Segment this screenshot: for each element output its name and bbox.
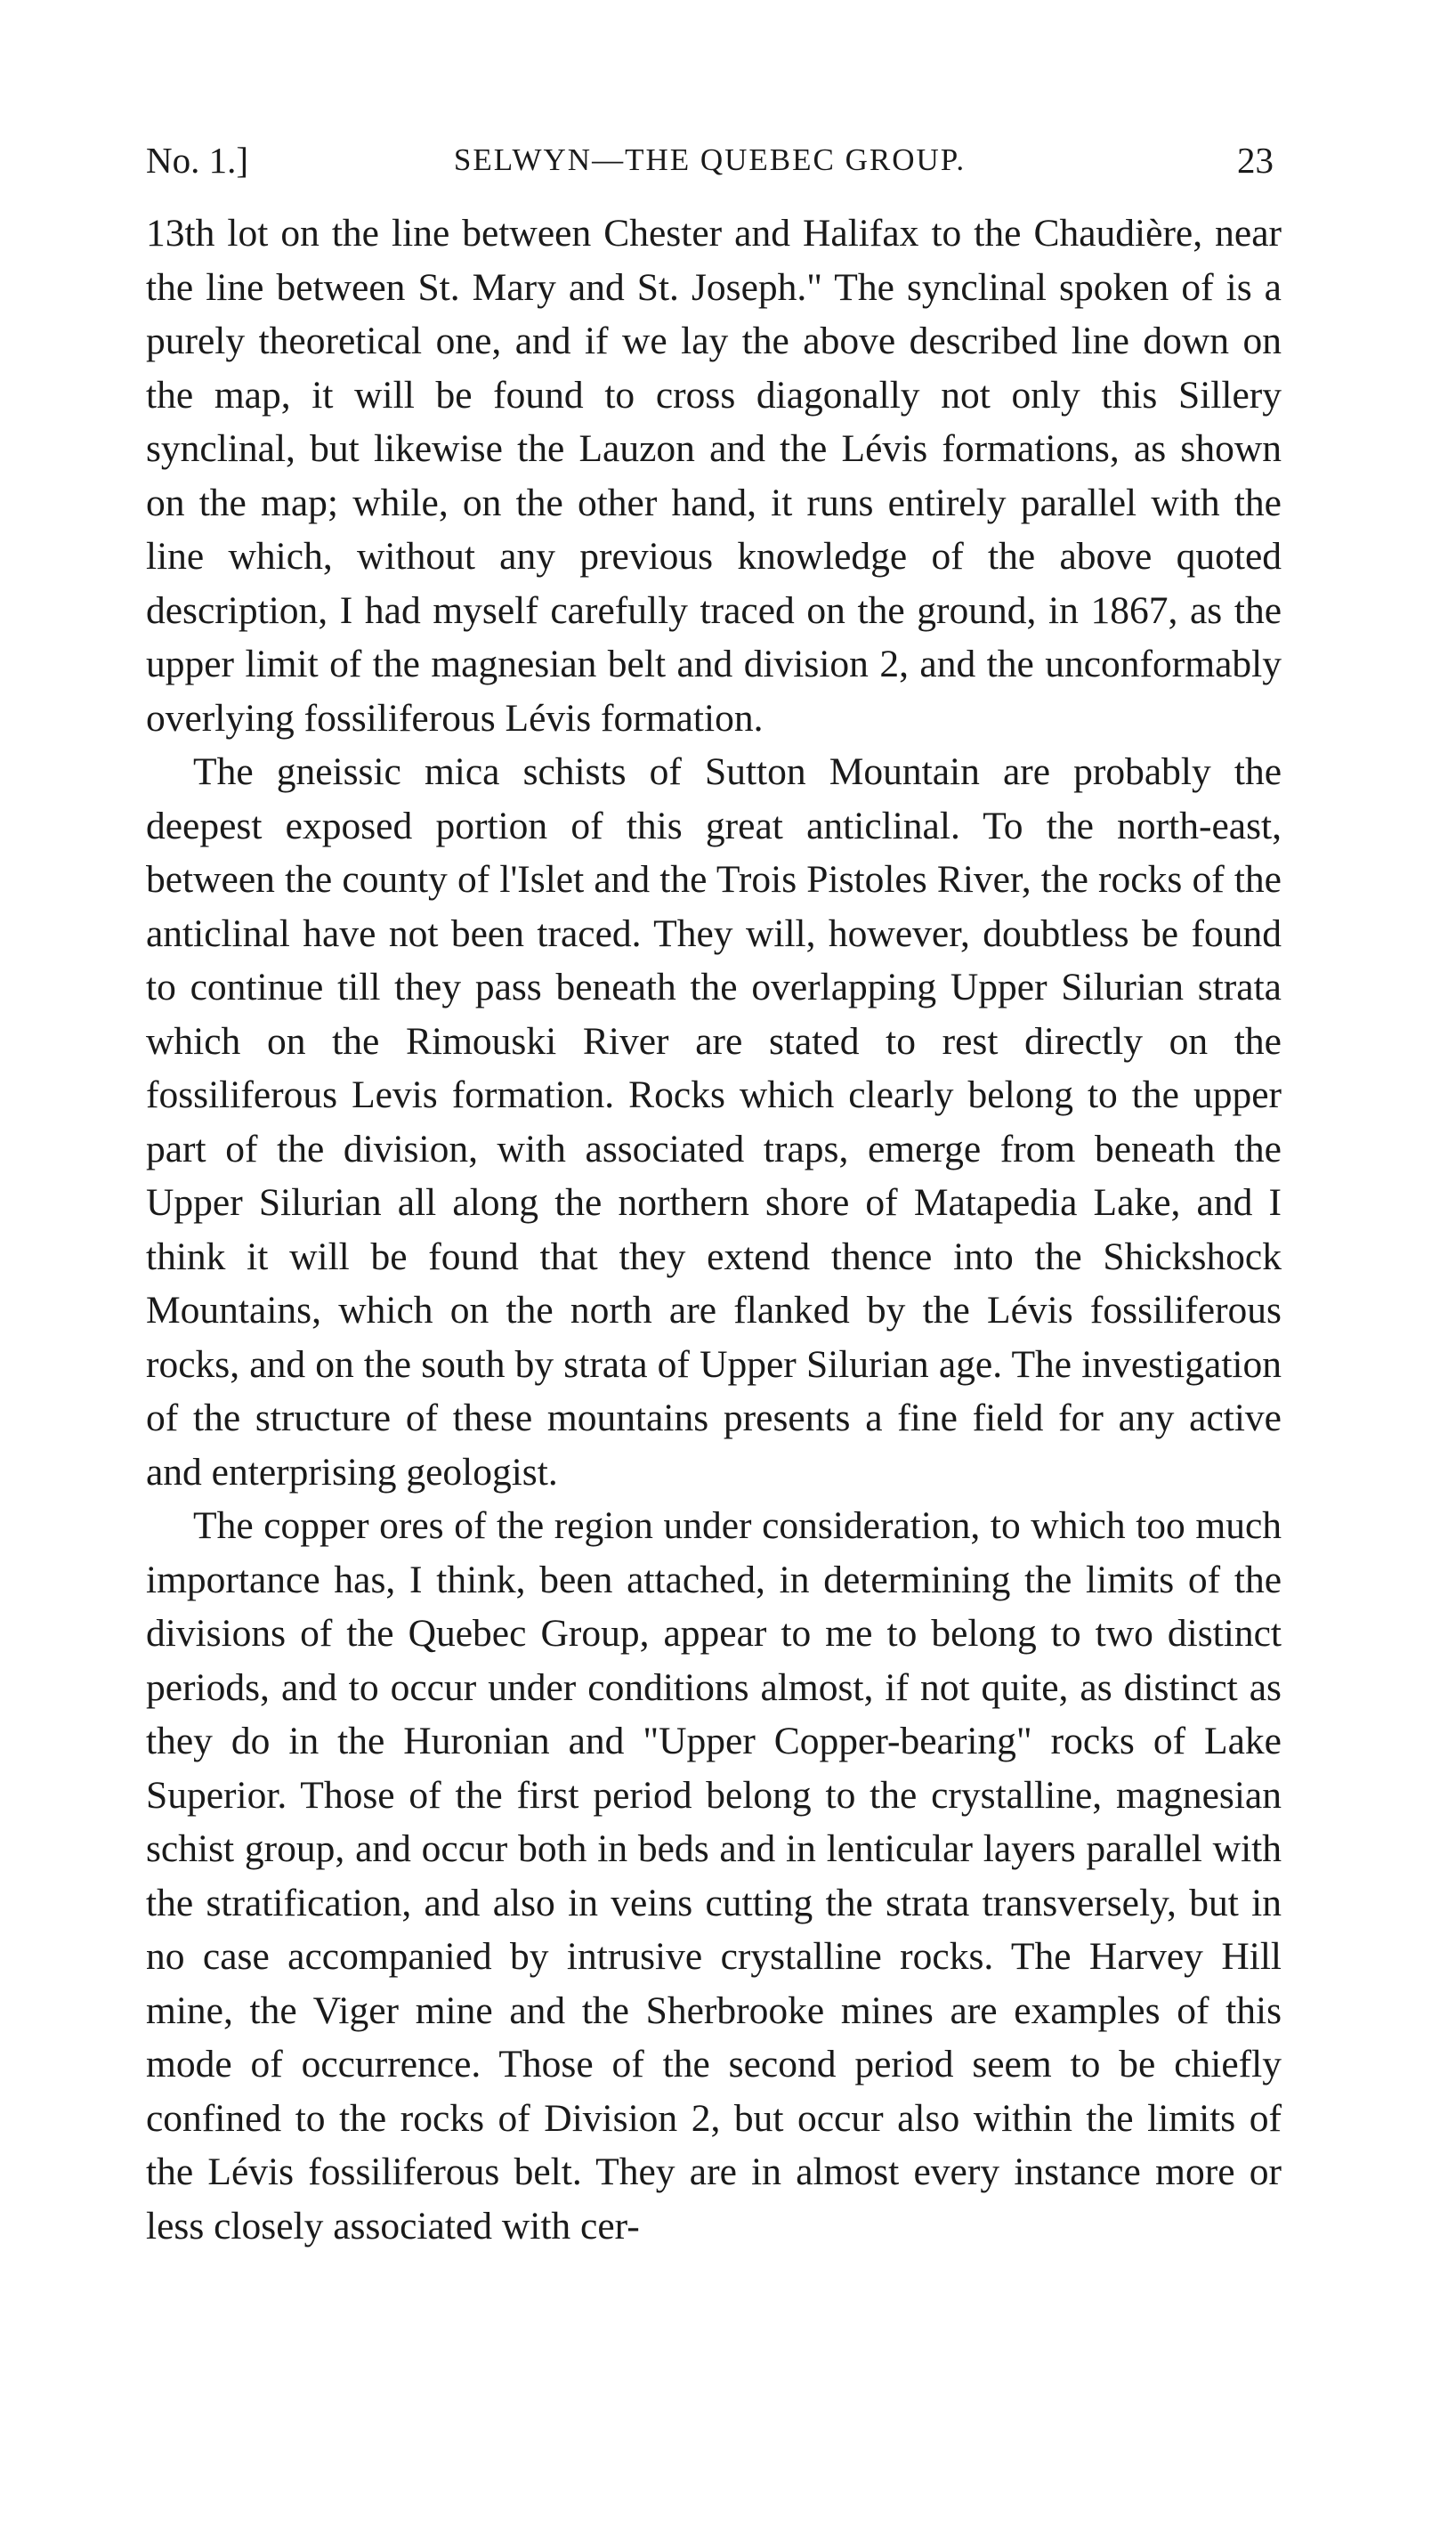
issue-number: No. 1.] [146, 140, 249, 181]
body-text [146, 207, 1282, 2253]
running-title: SELWYN—THE QUEBEC GROUP. [453, 142, 967, 177]
page-number: 23 [1237, 140, 1274, 181]
paragraph-2: The gneissic mica schists of Sutton Mountain are probably the deepest exposed portion of this great anticlinal. To the north-east, between the county of l'Islet and the Trois Pistoles River, the rocks of the anticlinal have not been traced. They will, however, doubtless be found to continue till they pass beneath the overlapping Upper Silurian strata which on the Rimouski River are stated to rest directly on the fossiliferous Levis formation. Rocks which clearly belong to the upper part of the division, with associated traps, emerge from beneath the Upper Silurian all along the northern shore of Matapedia Lake, and I think it will be found that they extend thence into the Shickshock Mountains, which on the north are flanked by the Lévis fossiliferous rocks, and on the south by strata of Upper Silurian age. The investigation of the structure of these mountains presents a fine field for any active and enterprising geologist. [146, 750, 1282, 1494]
running-head [146, 134, 1274, 187]
paragraph-1: 13th lot on the line between Chester and Halifax to the Chaudière, near the line between St. Mary and St. Joseph." The synclinal spoken of is a purely theoretical one, and if we lay the above described line down on the map, it will be found to cross diagonally not only this Sillery synclinal, but likewise the Lauzon and the Lévis formations, as shown on the map; while, on the other hand, it runs entirely parallel with the line which, without any previous knowledge of the above quoted description, I had myself carefully traced on the ground, in 1867, as the upper limit of the magnesian belt and division 2, and the unconformably overlying fossiliferous Lévis formation. [146, 212, 1282, 740]
paragraph-3: The copper ores of the region under consideration, to which too much importance has, I think, been attached, in determining the limits of the divisions of the Quebec Group, appear to me to belong to two distinct periods, and to occur under conditions almost, if not quite, as distinct as they do in the Huronian and "Upper Copper-bearing" rocks of Lake Superior. Those of the first period belong to the crystalline, magnesian schist group, and occur both in beds and in lenticular layers parallel with the stratification, and also in veins cutting the strata transversely, but in no case accompanied by intrusive crystalline rocks. The Harvey Hill mine, the Viger mine and the Sherbrooke mines are examples of this mode of occurrence. Those of the second period seem to be chiefly confined to the rocks of Division 2, but occur also within the limits of the Lévis fossiliferous belt. They are in almost every instance more or less closely associated with cer- [146, 1504, 1282, 2247]
